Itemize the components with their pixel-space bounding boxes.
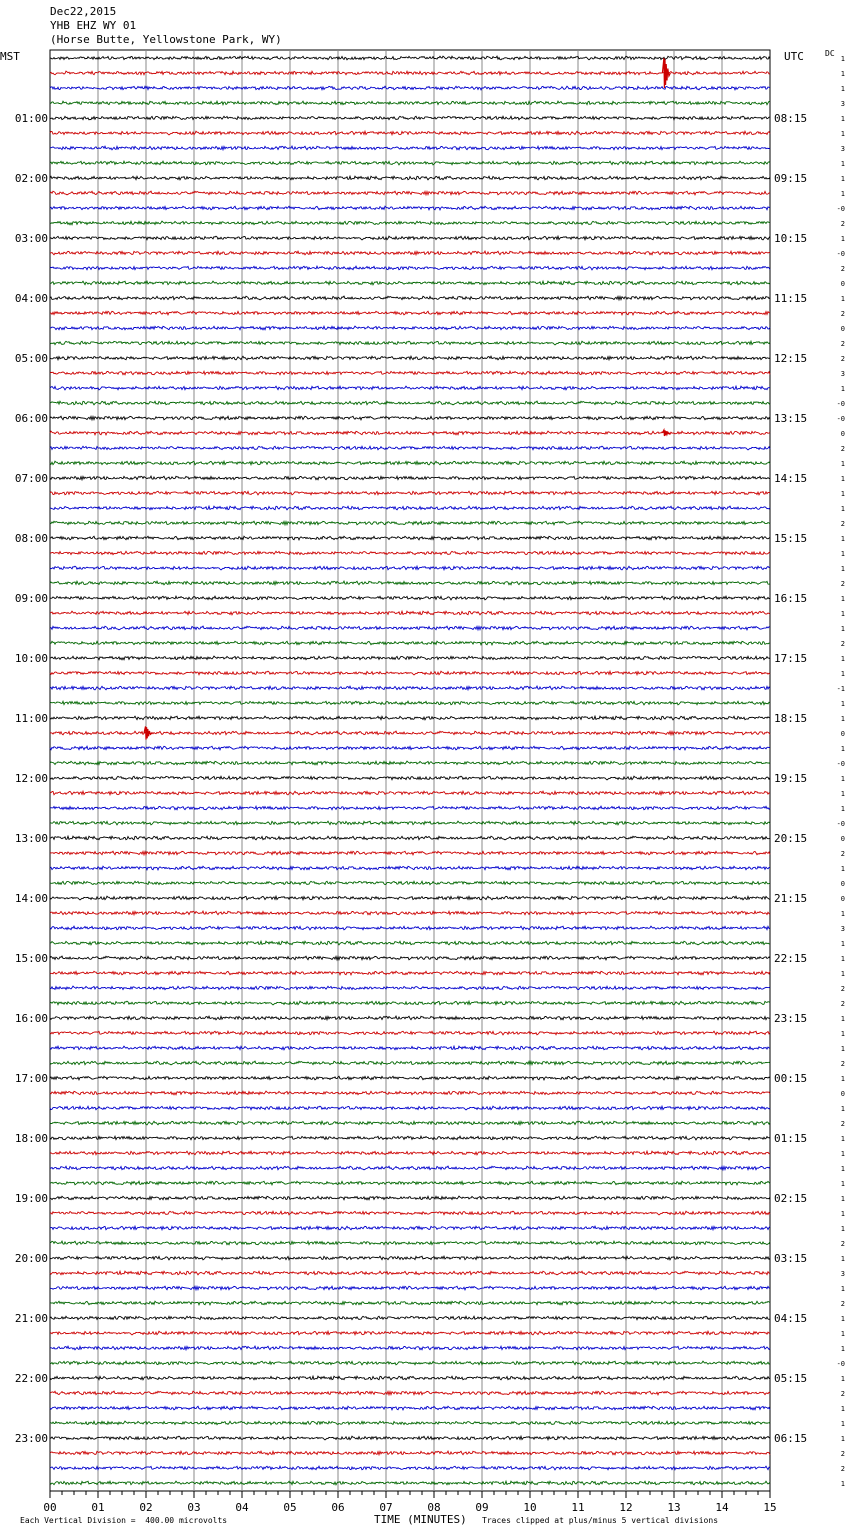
seismogram-trace <box>50 1466 770 1470</box>
seismogram-trace <box>50 1196 770 1200</box>
seismogram-trace <box>50 881 770 885</box>
seismogram-trace <box>50 1316 770 1320</box>
dc-offset-value: 1 <box>840 715 845 723</box>
dc-column-label: DC <box>825 49 835 58</box>
x-tick-label: 08 <box>427 1501 441 1514</box>
dc-offset-value: 1 <box>840 1150 845 1158</box>
x-tick-label: 00 <box>43 1501 57 1514</box>
x-tick-label: 07 <box>379 1501 393 1514</box>
seismogram-trace <box>50 761 770 765</box>
dc-offset-value: 1 <box>840 1420 845 1428</box>
dc-offset-value: -1 <box>836 685 845 693</box>
utc-hour-label: 12:15 <box>774 352 808 365</box>
utc-hour-label: 03:15 <box>774 1252 808 1265</box>
mst-hour-label: 05:00 <box>14 352 48 365</box>
x-axis-title: TIME (MINUTES) <box>374 1513 467 1526</box>
dc-offset-value: 1 <box>840 1255 845 1263</box>
right-timezone-label: UTC <box>784 50 804 63</box>
seismogram-trace <box>50 401 770 405</box>
seismogram-trace <box>50 1346 770 1350</box>
seismogram-trace <box>50 896 770 900</box>
seismogram-trace <box>50 251 770 255</box>
utc-hour-label: 19:15 <box>774 772 808 785</box>
utc-hour-label: 05:15 <box>774 1372 808 1385</box>
mst-hour-label: 23:00 <box>14 1432 48 1445</box>
dc-offset-value: 2 <box>840 265 845 273</box>
x-tick-label: 02 <box>139 1501 153 1514</box>
seismic-event <box>144 726 152 739</box>
mst-hour-label: 04:00 <box>14 292 48 305</box>
dc-offset-value: 1 <box>840 1165 845 1173</box>
dc-offset-value: 1 <box>840 70 845 78</box>
seismogram-trace <box>50 1376 770 1380</box>
dc-offset-value: 1 <box>840 505 845 513</box>
dc-offset-value: 1 <box>840 655 845 663</box>
seismogram-trace <box>50 176 770 180</box>
seismogram-trace <box>50 476 770 480</box>
dc-offset-value: 1 <box>840 955 845 963</box>
seismogram-trace <box>50 716 770 720</box>
dc-offset-value: 2 <box>840 1060 845 1068</box>
scale-note: Each Vertical Division = 400.00 microvolts <box>20 1516 228 1525</box>
x-tick-label: 12 <box>619 1501 633 1514</box>
seismogram-trace <box>50 671 770 675</box>
dc-offset-value: 3 <box>840 100 845 108</box>
utc-hour-label: 06:15 <box>774 1432 808 1445</box>
seismogram-trace <box>50 1241 770 1245</box>
seismogram-trace <box>50 1001 770 1005</box>
dc-offset-value: 1 <box>840 940 845 948</box>
seismogram-trace <box>50 446 770 450</box>
mst-hour-label: 09:00 <box>14 592 48 605</box>
utc-hour-label: 20:15 <box>774 832 808 845</box>
utc-hour-label: 18:15 <box>774 712 808 725</box>
dc-offset-value: 1 <box>840 670 845 678</box>
mst-hour-label: 03:00 <box>14 232 48 245</box>
dc-offset-value: 1 <box>840 775 845 783</box>
utc-hour-label: 22:15 <box>774 952 808 965</box>
seismogram-trace <box>50 371 770 375</box>
seismogram-trace <box>50 1226 770 1230</box>
dc-offset-value: 1 <box>840 625 845 633</box>
dc-offset-value: 1 <box>840 1480 845 1488</box>
x-tick-label: 11 <box>571 1501 585 1514</box>
mst-hour-label: 16:00 <box>14 1012 48 1025</box>
dc-offset-value: 1 <box>840 1015 845 1023</box>
seismogram-trace <box>50 1271 770 1275</box>
seismogram-trace <box>50 986 770 990</box>
dc-offset-value: 0 <box>840 280 845 288</box>
seismogram-trace <box>50 386 770 390</box>
seismogram-trace <box>50 56 770 60</box>
utc-hour-label: 17:15 <box>774 652 808 665</box>
seismogram-trace <box>50 1391 770 1395</box>
dc-offset-value: 0 <box>840 1090 845 1098</box>
seismogram-trace <box>50 161 770 165</box>
dc-offset-value: -0 <box>836 415 845 423</box>
mst-hour-label: 07:00 <box>14 472 48 485</box>
seismogram-trace <box>50 356 770 360</box>
seismogram-trace <box>50 1076 770 1080</box>
dc-offset-value: 1 <box>840 865 845 873</box>
dc-offset-value: 2 <box>840 1000 845 1008</box>
left-timezone-label: MST <box>0 50 20 63</box>
x-tick-label: 06 <box>331 1501 345 1514</box>
dc-offset-value: 1 <box>840 745 845 753</box>
seismogram-trace <box>50 656 770 660</box>
dc-offset-value: 1 <box>840 1315 845 1323</box>
dc-offset-value: 1 <box>840 475 845 483</box>
dc-offset-value: 3 <box>840 370 845 378</box>
dc-offset-value: 1 <box>840 1030 845 1038</box>
seismogram-trace <box>50 491 770 495</box>
dc-offset-value: 1 <box>840 1075 845 1083</box>
seismogram-trace <box>50 221 770 225</box>
dc-offset-value: 1 <box>840 160 845 168</box>
dc-offset-value: 2 <box>840 1240 845 1248</box>
dc-offset-value: 1 <box>840 1135 845 1143</box>
dc-offset-value: 2 <box>840 640 845 648</box>
dc-offset-value: -0 <box>836 760 845 768</box>
dc-offset-value: -0 <box>836 820 845 828</box>
dc-offset-value: 2 <box>840 310 845 318</box>
seismogram-trace <box>50 626 770 630</box>
seismogram-trace <box>50 416 770 420</box>
seismogram-trace <box>50 1211 770 1215</box>
dc-offset-value: 0 <box>840 835 845 843</box>
seismogram-trace <box>50 1451 770 1455</box>
dc-offset-value: 2 <box>840 1465 845 1473</box>
mst-hour-label: 02:00 <box>14 172 48 185</box>
x-tick-label: 03 <box>187 1501 201 1514</box>
dc-offset-value: 0 <box>840 880 845 888</box>
utc-hour-label: 10:15 <box>774 232 808 245</box>
seismogram-trace <box>50 206 770 210</box>
dc-offset-value: 1 <box>840 595 845 603</box>
dc-offset-value: 1 <box>840 1285 845 1293</box>
utc-hour-label: 14:15 <box>774 472 808 485</box>
seismogram-trace <box>50 1481 770 1485</box>
seismogram-trace <box>50 1256 770 1260</box>
dc-offset-value: 1 <box>840 1330 845 1338</box>
dc-offset-value: 1 <box>840 490 845 498</box>
seismogram-trace <box>50 1061 770 1065</box>
utc-hour-label: 13:15 <box>774 412 808 425</box>
dc-offset-value: 1 <box>840 175 845 183</box>
seismogram-trace <box>50 581 770 585</box>
seismogram-trace <box>50 1151 770 1155</box>
seismogram-trace <box>50 911 770 915</box>
dc-offset-value: 1 <box>840 535 845 543</box>
dc-offset-value: 2 <box>840 1300 845 1308</box>
mst-hour-label: 20:00 <box>14 1252 48 1265</box>
seismogram-trace <box>50 1421 770 1425</box>
dc-offset-value: 2 <box>840 580 845 588</box>
seismogram-trace <box>50 1016 770 1020</box>
dc-offset-value: 0 <box>840 730 845 738</box>
seismogram-trace <box>50 791 770 795</box>
mst-hour-label: 11:00 <box>14 712 48 725</box>
dc-offset-value: 1 <box>840 1180 845 1188</box>
seismogram-trace <box>50 1106 770 1110</box>
mst-hour-label: 10:00 <box>14 652 48 665</box>
dc-offset-value: 2 <box>840 1120 845 1128</box>
seismogram-trace <box>50 326 770 330</box>
utc-hour-label: 08:15 <box>774 112 808 125</box>
x-tick-label: 15 <box>763 1501 777 1514</box>
utc-hour-label: 11:15 <box>774 292 808 305</box>
seismogram-trace <box>50 116 770 120</box>
dc-offset-value: 1 <box>840 610 845 618</box>
utc-hour-label: 09:15 <box>774 172 808 185</box>
dc-offset-value: 3 <box>840 1270 845 1278</box>
x-tick-label: 13 <box>667 1501 681 1514</box>
seismogram-trace <box>50 1136 770 1140</box>
dc-offset-value: 1 <box>840 1045 845 1053</box>
header-date: Dec22,2015 <box>50 5 117 18</box>
dc-offset-value: 2 <box>840 520 845 528</box>
header-station: YHB EHZ WY 01 <box>50 19 137 32</box>
clip-note: Traces clipped at plus/minus 5 vertical divisions <box>482 1516 719 1525</box>
seismogram-trace <box>50 551 770 554</box>
seismogram-trace <box>50 821 770 825</box>
utc-hour-label: 23:15 <box>774 1012 808 1025</box>
mst-hour-label: 06:00 <box>14 412 48 425</box>
seismogram-trace <box>50 341 770 345</box>
seismogram-trace <box>50 926 770 930</box>
dc-offset-value: 0 <box>840 895 845 903</box>
mst-hour-label: 15:00 <box>14 952 48 965</box>
mst-hour-label: 12:00 <box>14 772 48 785</box>
utc-hour-label: 16:15 <box>774 592 808 605</box>
dc-offset-value: 1 <box>840 805 845 813</box>
dc-offset-value: 1 <box>840 130 845 138</box>
seismogram-trace <box>50 191 770 195</box>
dc-offset-value: 1 <box>840 385 845 393</box>
seismogram-trace <box>50 131 770 135</box>
dc-offset-value: 1 <box>840 1105 845 1113</box>
x-tick-label: 09 <box>475 1501 489 1514</box>
dc-offset-value: 1 <box>840 550 845 558</box>
mst-hour-label: 14:00 <box>14 892 48 905</box>
dc-offset-value: 0 <box>840 430 845 438</box>
seismogram-trace <box>50 431 770 435</box>
dc-offset-value: 1 <box>840 700 845 708</box>
seismogram-trace <box>50 86 770 90</box>
dc-offset-value: 1 <box>840 1195 845 1203</box>
dc-offset-value: 1 <box>840 1210 845 1218</box>
dc-offset-value: 2 <box>840 1450 845 1458</box>
dc-offset-value: 2 <box>840 340 845 348</box>
seismogram-trace <box>50 1121 770 1125</box>
mst-hour-label: 13:00 <box>14 832 48 845</box>
dc-offset-value: 2 <box>840 355 845 363</box>
seismogram-trace <box>50 521 770 525</box>
seismogram-trace <box>50 836 770 840</box>
seismogram-trace <box>50 866 770 870</box>
dc-offset-value: 0 <box>840 325 845 333</box>
seismogram-trace <box>50 776 770 780</box>
seismogram-trace <box>50 146 770 150</box>
x-tick-label: 01 <box>91 1501 105 1514</box>
x-tick-label: 14 <box>715 1501 729 1514</box>
seismogram-trace <box>50 731 770 735</box>
dc-offset-value: 1 <box>840 1405 845 1413</box>
mst-hour-label: 22:00 <box>14 1372 48 1385</box>
dc-offset-value: -0 <box>836 1360 845 1368</box>
seismogram-trace <box>50 506 770 510</box>
seismogram-trace <box>50 596 770 600</box>
mst-hour-label: 18:00 <box>14 1132 48 1145</box>
dc-offset-value: 1 <box>840 85 845 93</box>
dc-offset-value: 2 <box>840 1390 845 1398</box>
dc-offset-value: -0 <box>836 205 845 213</box>
dc-offset-value: -0 <box>836 250 845 258</box>
seismogram-trace <box>50 101 770 105</box>
dc-offset-value: 1 <box>840 1345 845 1353</box>
seismogram-trace <box>50 1406 770 1410</box>
dc-offset-value: 1 <box>840 1435 845 1443</box>
seismogram-trace <box>50 851 770 855</box>
dc-offset-value: 1 <box>840 190 845 198</box>
seismogram-trace <box>50 461 770 465</box>
seismogram-trace <box>50 1286 770 1290</box>
seismogram-trace <box>50 1361 770 1365</box>
dc-offset-value: 2 <box>840 220 845 228</box>
seismogram-trace <box>50 536 770 540</box>
seismogram-trace <box>50 971 770 975</box>
dc-offset-value: -0 <box>836 400 845 408</box>
seismogram-trace <box>50 641 770 645</box>
dc-offset-value: 1 <box>840 910 845 918</box>
seismogram-trace <box>50 1031 770 1035</box>
mst-hour-label: 01:00 <box>14 112 48 125</box>
seismogram-trace <box>50 311 770 315</box>
seismic-event <box>662 430 670 436</box>
seismogram-trace <box>50 1436 770 1440</box>
seismogram-trace <box>50 1181 770 1185</box>
seismogram-trace <box>50 266 770 270</box>
x-tick-label: 10 <box>523 1501 537 1514</box>
utc-hour-label: 21:15 <box>774 892 808 905</box>
dc-offset-value: 3 <box>840 925 845 933</box>
dc-offset-value: 1 <box>840 970 845 978</box>
seismogram-trace <box>50 746 770 750</box>
seismogram-trace <box>50 1166 770 1170</box>
seismogram-trace <box>50 236 770 240</box>
seismogram-trace <box>50 1091 770 1095</box>
seismogram-trace <box>50 281 770 285</box>
seismogram-trace <box>50 806 770 810</box>
mst-hour-label: 21:00 <box>14 1312 48 1325</box>
seismogram-trace <box>50 1301 770 1305</box>
dc-offset-value: 1 <box>840 295 845 303</box>
seismogram-trace <box>50 611 770 615</box>
seismogram-trace <box>50 1046 770 1050</box>
seismogram-trace <box>50 941 770 945</box>
dc-offset-value: 1 <box>840 460 845 468</box>
dc-offset-value: 1 <box>840 115 845 123</box>
utc-hour-label: 15:15 <box>774 532 808 545</box>
dc-offset-value: 3 <box>840 145 845 153</box>
header-location: (Horse Butte, Yellowstone Park, WY) <box>50 33 282 46</box>
dc-offset-value: 1 <box>840 235 845 243</box>
seismogram-trace <box>50 701 770 705</box>
utc-hour-label: 02:15 <box>774 1192 808 1205</box>
dc-offset-value: 1 <box>840 1375 845 1383</box>
x-tick-label: 04 <box>235 1501 249 1514</box>
mst-hour-label: 08:00 <box>14 532 48 545</box>
utc-hour-label: 00:15 <box>774 1072 808 1085</box>
dc-offset-value: 2 <box>840 445 845 453</box>
dc-offset-value: 2 <box>840 850 845 858</box>
seismogram-trace <box>50 566 770 570</box>
dc-offset-value: 1 <box>840 55 845 63</box>
x-tick-label: 05 <box>283 1501 297 1514</box>
dc-offset-value: 2 <box>840 985 845 993</box>
dc-offset-value: 1 <box>840 565 845 573</box>
seismogram-trace <box>50 686 770 690</box>
mst-hour-label: 17:00 <box>14 1072 48 1085</box>
utc-hour-label: 01:15 <box>774 1132 808 1145</box>
plot-frame <box>50 50 770 1491</box>
seismogram-trace <box>50 956 770 960</box>
dc-offset-value: 1 <box>840 1225 845 1233</box>
seismogram-trace <box>50 1331 770 1335</box>
dc-offset-value: 1 <box>840 790 845 798</box>
mst-hour-label: 19:00 <box>14 1192 48 1205</box>
seismogram-trace <box>50 296 770 300</box>
utc-hour-label: 04:15 <box>774 1312 808 1325</box>
